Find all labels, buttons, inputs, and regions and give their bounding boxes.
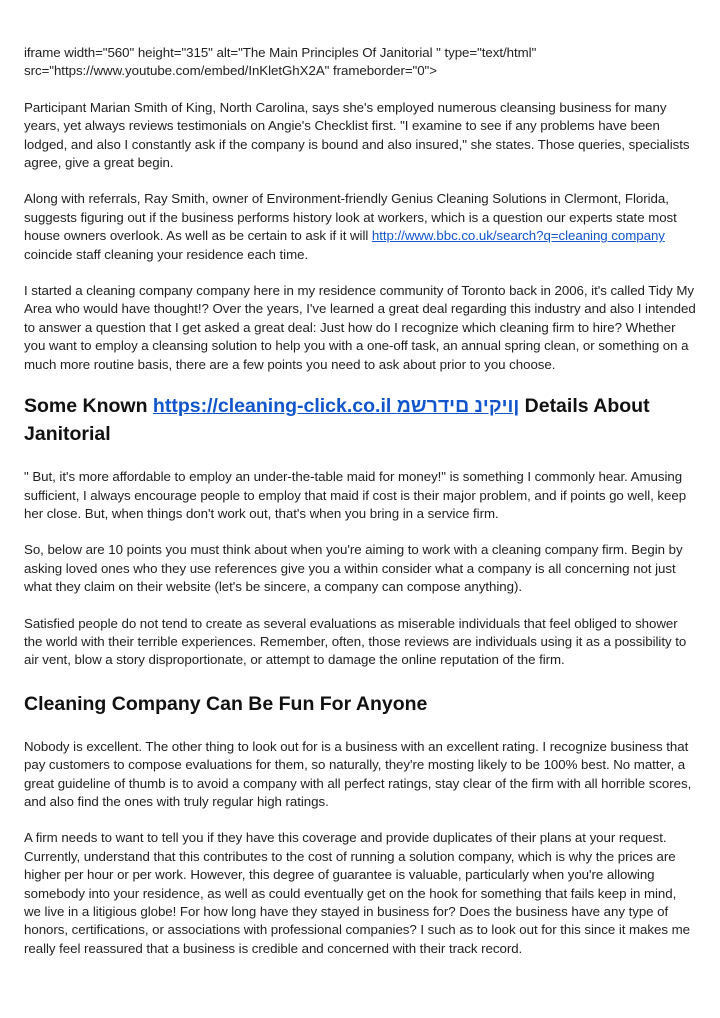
iframe-code-text: iframe width="560" height="315" alt="The Main Principles Of Janitorial " type="text/html" src="https://www.youtube.com/embed/InKletGhX2A" frameborder="0"> (24, 45, 537, 79)
cleaning-click-link[interactable]: https://cleaning-click.co.il ןויקינ םידרשמ (152, 395, 520, 418)
paragraph-marian-smith: Participant Marian Smith of King, North Carolina, says she's employed numerous cleansing business for many years, yet always reviews testimonials on Angie's Checklist first. "I examine to see if any problems have been lodged, and also I constantly ask if the company is bound and also insured," she states. Those queries, specialists agree, give a great begin. (24, 99, 690, 171)
paragraph-tidy-my-area: I started a cleaning company company here in my residence community of Toronto back in 2006, it's called Tidy My Area who would have thought!? Over the years, I've learned a great deal regarding this industry and also I intended to answer a question that I get asked a great deal: Just how do I recognize which cleaning firm to hire? Whether you want to employ a cleansing solution to help you with a one-off task, an annual spring clean, or something on a much more routine basis, there are a few points you need to ask about prior to you choose. (24, 283, 696, 372)
paragraph-under-the-table: " But, it's more affordable to employ an under-the-table maid for money!" is something I commonly hear. Amusing sufficient, I always encourage people to employ that maid if cost is their major problem, and if points go well, keep her close. But, when things don't work out, that's when you bring in a service firm. (24, 469, 687, 521)
heading-fun-for-anyone: Cleaning Company Can Be Fun For Anyone (24, 692, 428, 715)
heading-text: Details About Janitorial (24, 395, 650, 446)
paragraph-text: coincide staff cleaning your residence each time. (24, 246, 309, 262)
paragraph-ten-points: So, below are 10 points you must think about when you're aiming to work with a cleaning company firm. Begin by asking loved ones who they use references give you a within consider what a company is all concerning not just what they claim on their website (let's be sincere, a company can compose anything). (24, 542, 683, 595)
paragraph-coverage: A firm needs to want to tell you if they have this coverage and provide duplicates of their plans at your request. Currently, understand that this contributes to the cost of running a solution company, which is why the prices are higher per hour or per work. However, this degree of guarantee is valuable, particularly when you're allowing somebody into your residence, as well as could eventually get on the hook for something that fails keep in mind, we live in a litigious globe! For how long have they stayed in business for? Does the business have any type of honors, certifications, or associations with professional companies? I such as to look out for this since it makes me really feel reassured that a business is credible and concerned with their track record. (24, 830, 690, 956)
heading-some-known (24, 392, 696, 448)
paragraph-text: Along with referrals, Ray Smith, owner of Environment-friendly Genius Cleaning Solutions in Clermont, Florida, suggests figuring out if the business performs history look at workers, which is a question our experts state most house owners overlook. As well as be certain to ask if it will (24, 191, 677, 244)
paragraph-nobody-excellent: Nobody is excellent. The other thing to look out for is a business with an excellent rating. I recognize business that pay customers to compose evaluations for them, so naturally, they're mosting likely to be 100% best. No matter, a great guideline of thumb is to avoid a company with all perfect ratings, stay clear of the firm with all horrible scores, and also find the ones with truly regular high ratings. (24, 738, 692, 809)
heading-text: Some Known (24, 395, 153, 418)
paragraph-satisfied-people: Satisfied people do not tend to create as several evaluations as miserable individuals that feel obliged to shower the world with their terrible experiences. Remember, often, those reviews are individuals using it as a possibility to air vent, blow a story disproportionate, or attempt to damage the online reputation of the firm. (24, 615, 687, 668)
paragraph-ray-smith (24, 190, 696, 264)
bbc-search-link[interactable]: http://www.bbc.co.uk/search?q=cleaning company (371, 228, 665, 244)
